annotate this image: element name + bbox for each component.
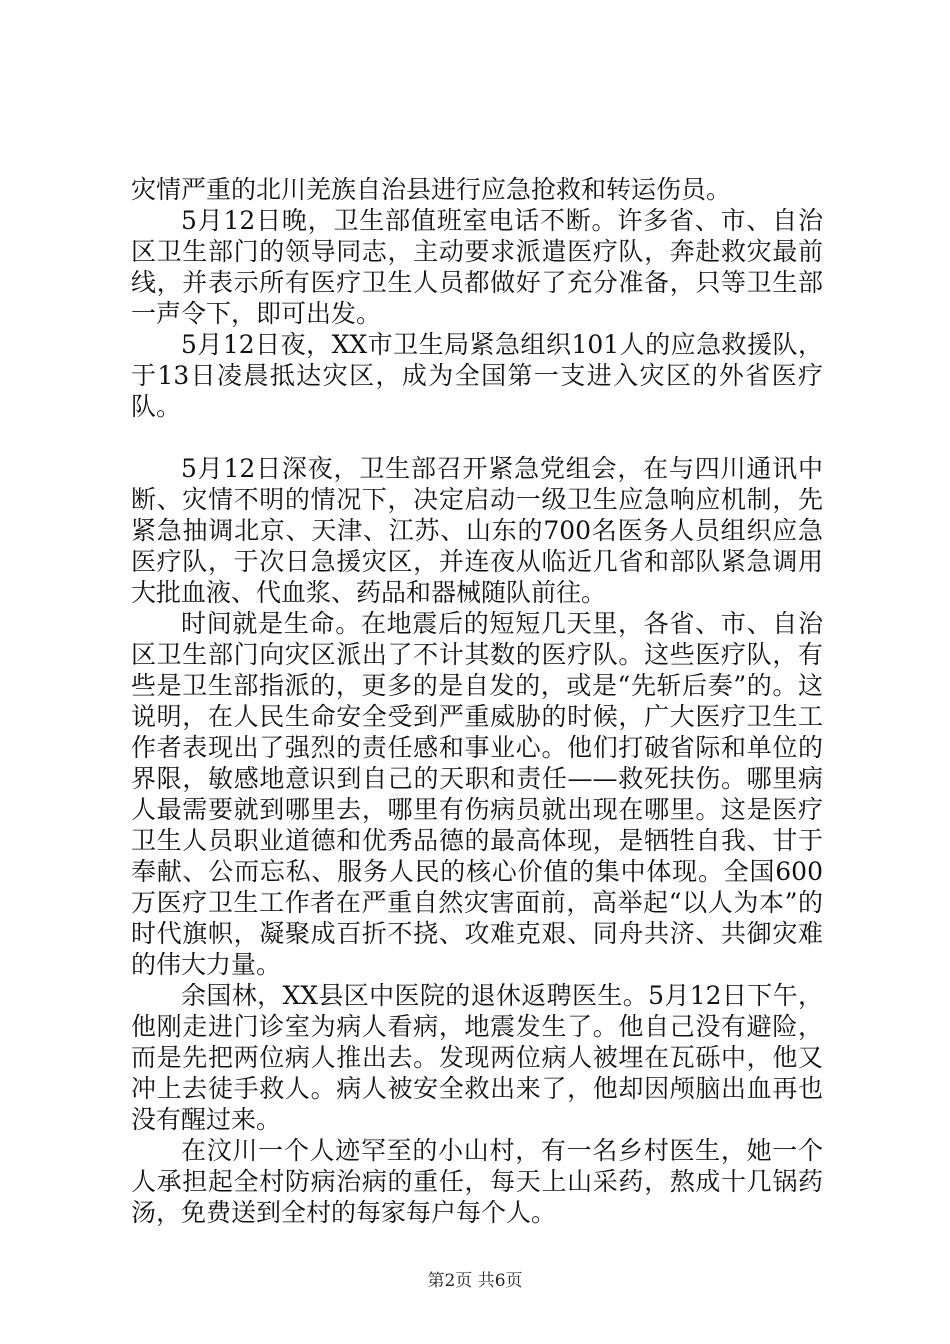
paragraph: 5月12日深夜，卫生部召开紧急党组会，在与四川通讯中断、灾情不明的情况下，决定启动一级卫生应急响应机制，先紧急抽调北京、天津、江苏、山东的700名医务人员组织应急医疗队，于次日急援灾区，并连夜从临近几省和部队紧急调用大批血液、代血浆、药品和器械随队前往。 (131, 454, 823, 607)
paragraph: 时间就是生命。在地震后的短短几天里，各省、市、自治区卫生部门向灾区派出了不计其数的医疗队。这些医疗队，有些是卫生部指派的，更多的是自发的，或是“先斩后奏”的。这说明，在人民生命安全受到严重威胁的时候，广大医疗卫生工作者表现出了强烈的责任感和事业心。他们打破省际和单位的界限，敏感地意识到自己的天职和责任——救死扶伤。哪里病人最需要就到哪里去，哪里有伤病员就出现在哪里。这是医疗卫生人员职业道德和优秀品德的最高体现，是牺牲自我、甘于奉献、公而忘私、服务人民的核心价值的集中体现。全国600万医疗卫生工作者在严重自然灾害面前，高举起“以人为本”的时代旗帜，凝聚成百折不挠、攻难克艰、同舟共济、共御灾难的伟大力量。 (131, 609, 823, 979)
paragraph: 在汶川一个人迹罕至的小山村，有一名乡村医生，她一个人承担起全村防病治病的重任，每天上山采药，熬成十几锅药汤，免费送到全村的每家每户每个人。 (131, 1136, 823, 1227)
paragraph: 5月12日夜，XX市卫生局紧急组织101人的应急救援队，于13日凌晨抵达灾区，成为全国第一支进入灾区的外省医疗队。 (131, 330, 823, 421)
page-number-footer: 第2页 共6页 (427, 1271, 523, 1291)
paragraph-continuation: 灾情严重的北川羌族自治县进行应急抢救和转运伤员。 (131, 175, 732, 204)
document-body (131, 174, 823, 1228)
paragraph: 5月12日晚，卫生部值班室电话不断。许多省、市、自治区卫生部门的领导同志，主动要求派遣医疗队，奔赴救灾最前线，并表示所有医疗卫生人员都做好了充分准备，只等卫生部一声令下，即可出发。 (131, 206, 823, 328)
paragraph: 余国林，XX县区中医院的退休返聘医生。5月12日下午，他刚走进门诊室为病人看病，地震发生了。他自己没有避险，而是先把两位病人推出去。发现两位病人被埋在瓦砾中，他又冲上去徒手救人。病人被安全救出来了，他却因颅脑出血再也没有醒过来。 (131, 981, 823, 1134)
